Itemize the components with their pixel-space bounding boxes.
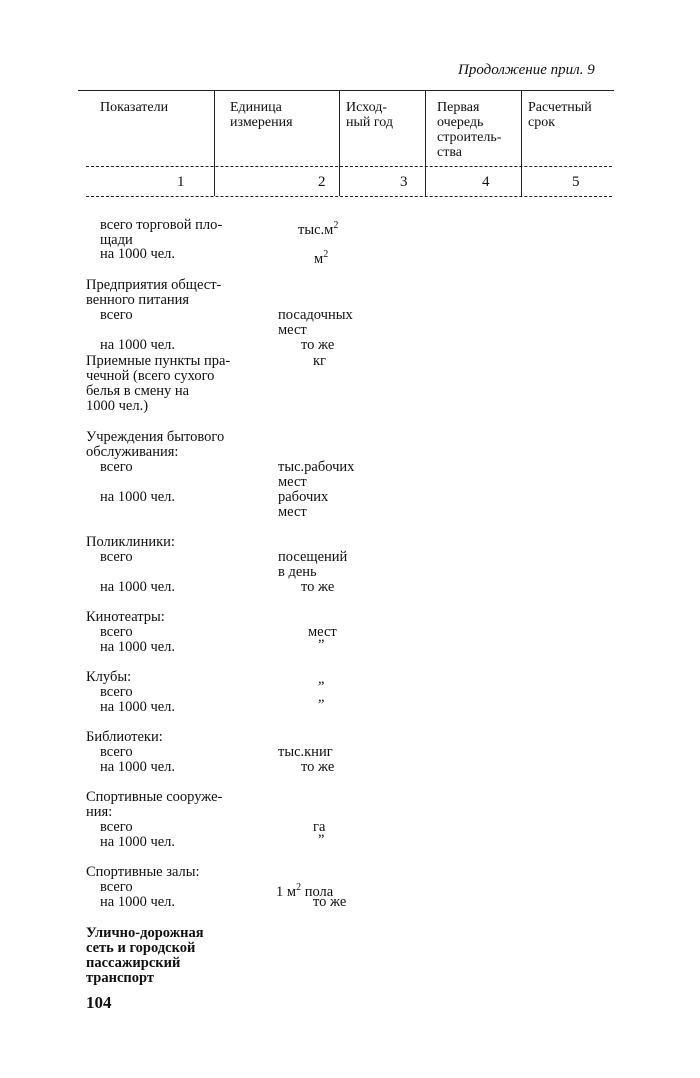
section-title: венного питания [86,292,190,308]
row-unit: то же [301,759,335,775]
numbers-bottom-rule [86,196,612,197]
ditto-mark: ” [318,637,325,653]
continuation-label: Продолжение прил. 9 [458,62,595,78]
section-title: пассажирский [86,955,181,971]
row-unit: посещений [278,549,348,565]
row-unit: тыс.книг [278,744,333,760]
row-unit: то же [313,894,347,910]
header-base-year-line2: ный год [346,115,394,130]
row-unit: 1 $м^2$ пола [276,882,334,900]
header-bottom-rule [86,166,612,167]
row-label: на 1000 чел. [100,699,176,715]
header-unit-line2: измерения [230,115,293,130]
row-label: на 1000 чел. [100,894,176,910]
row-unit: то же [301,579,335,595]
row-unit: мест [278,322,307,338]
column-divider-3 [425,90,426,196]
header-base-year-line1: Исход- [346,100,387,115]
row-unit: в день [278,564,317,580]
ditto-mark: „ [318,671,325,687]
row-label: на 1000 чел. [100,337,176,353]
row-unit: тыс.рабочих [278,459,355,475]
header-first-stage-line2: очередь [437,115,484,130]
section-title: Улично-дорожная [86,925,204,941]
row-label: всего [100,819,133,835]
column-divider-2 [339,90,340,196]
row-label: всего [100,549,133,565]
header-first-stage-line3: строитель- [437,130,502,145]
table-top-rule [78,90,614,91]
row-label: на 1000 чел. [100,759,176,775]
row-label: на 1000 чел. [100,579,176,595]
section-title: ния: [86,804,113,820]
section-title: Спортивные залы: [86,864,200,880]
column-number-2: 2 [318,174,326,190]
page-number: 104 [86,993,112,1012]
row-label: щади [100,232,133,248]
column-divider-1 [214,90,215,196]
row-unit: $тыс.м^2$ [298,220,339,238]
header-indicators: Показатели [100,100,169,115]
row-label: на 1000 чел. [100,246,176,262]
column-divider-4 [521,90,522,196]
column-number-3: 3 [400,174,408,190]
row-label: всего [100,307,133,323]
row-label: на 1000 чел. [100,489,176,505]
row-unit: то же [301,337,335,353]
column-number-1: 1 [177,174,185,190]
section-title: Кинотеатры: [86,609,165,625]
ditto-mark: ” [318,697,325,713]
header-first-stage-line1: Первая [437,100,480,115]
row-label: всего [100,459,133,475]
section-title: транспорт [86,970,155,986]
section-title: Поликлиники: [86,534,175,550]
row-label: всего торговой пло- [100,217,223,233]
header-first-stage-line4: ства [437,145,462,160]
section-title: Предприятия общест- [86,277,222,293]
row-unit: мест [278,474,307,490]
section-title: белья в смену на [86,383,190,399]
section-title: Приемные пункты пра- [86,353,231,369]
row-label: на 1000 чел. [100,834,176,850]
header-target-line2: срок [528,115,556,130]
row-unit: посадочных [278,307,353,323]
section-title: 1000 чел.) [86,398,149,414]
row-label: всего [100,624,133,640]
section-title: сеть и городской [86,940,196,956]
column-number-4: 4 [482,174,490,190]
row-unit: $м^2$ [314,249,329,267]
row-label: всего [100,879,133,895]
row-unit: мест [308,624,337,640]
section-title: Библиотеки: [86,729,163,745]
row-label: всего [100,684,133,700]
row-unit: га [313,819,326,835]
section-title: Спортивные сооруже- [86,789,223,805]
row-unit: мест [278,504,307,520]
row-label: всего [100,744,133,760]
section-title: обслуживания: [86,444,179,460]
section-title: Учреждения бытового [86,429,225,445]
row-unit: кг [313,353,326,369]
section-title: Клубы: [86,669,132,685]
row-label: на 1000 чел. [100,639,176,655]
header-unit-line1: Единица [230,100,282,115]
ditto-mark: ” [318,832,325,848]
header-target-line1: Расчетный [528,100,592,115]
section-title: чечной (всего сухого [86,368,215,384]
row-unit: рабочих [278,489,329,505]
column-number-5: 5 [572,174,580,190]
